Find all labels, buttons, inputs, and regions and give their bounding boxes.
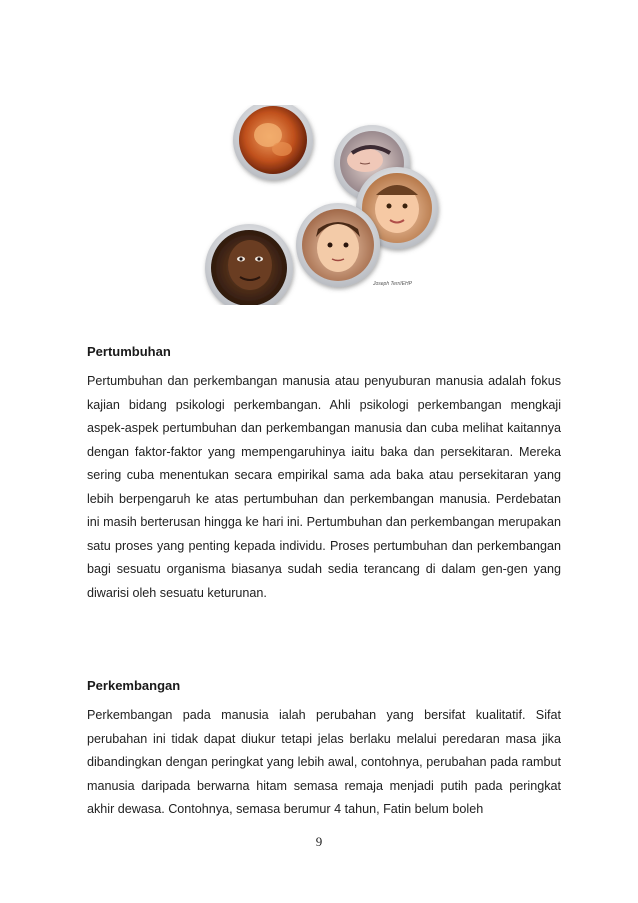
section-paragraph-perkembangan: Perkembangan pada manusia ialah perubahan yang bersifat kualitatif. Sifat perubahan ini tidak dapat diukur tetapi jelas berlaku melalui peredaran masa jika dibandingkan dengan peringkat yang lebih awal, contohnya, perubahan pada rambut manusia daripada berwarna hitam semasa remaja menjadi putih pada peringkat akhir dewasa. Contohnya, semasa berumur 4 tahun, Fatin belum boleh: [87, 708, 561, 816]
photo-credit: Joseph Terri/EHP: [373, 281, 412, 287]
adult-photo: [205, 224, 293, 305]
section-paragraph-pertumbuhan: Pertumbuhan dan perkembangan manusia atau penyuburan manusia adalah fokus kajian bidang psikologi perkembangan. Ahli psikologi perkembangan mengkaji aspek-aspek pertumbuhan dan perkembangan manusia dan cuba melihat kaitannya dengan faktor-faktor yang mempengaruhinya iaitu baka dan persekitaran. Mereka sering cuba menentukan secara empirikal sama ada baka atau persekitaran yang lebih berpengaruh ke atas pertumbuhan dan perkembangan manusia. Perdebatan ini masih berterusan hingga ke hari ini. Pertumbuhan dan perkembangan merupakan satu proses yang penting kepada individu. Proses pertumbuhan dan perkembangan bagi sesuatu organisma biasanya sudah sedia terancang di dalam gen-gen yang diwarisi oleh sesuatu keturunan.: [87, 374, 561, 600]
development-stages-figure: [190, 105, 470, 305]
section-heading-perkembangan: Perkembangan: [87, 678, 181, 693]
section-heading-pertumbuhan: Pertumbuhan: [87, 344, 171, 359]
fetus-photo: [233, 105, 313, 180]
toddler-photo: [296, 203, 380, 287]
page-number: 9: [315, 834, 323, 849]
